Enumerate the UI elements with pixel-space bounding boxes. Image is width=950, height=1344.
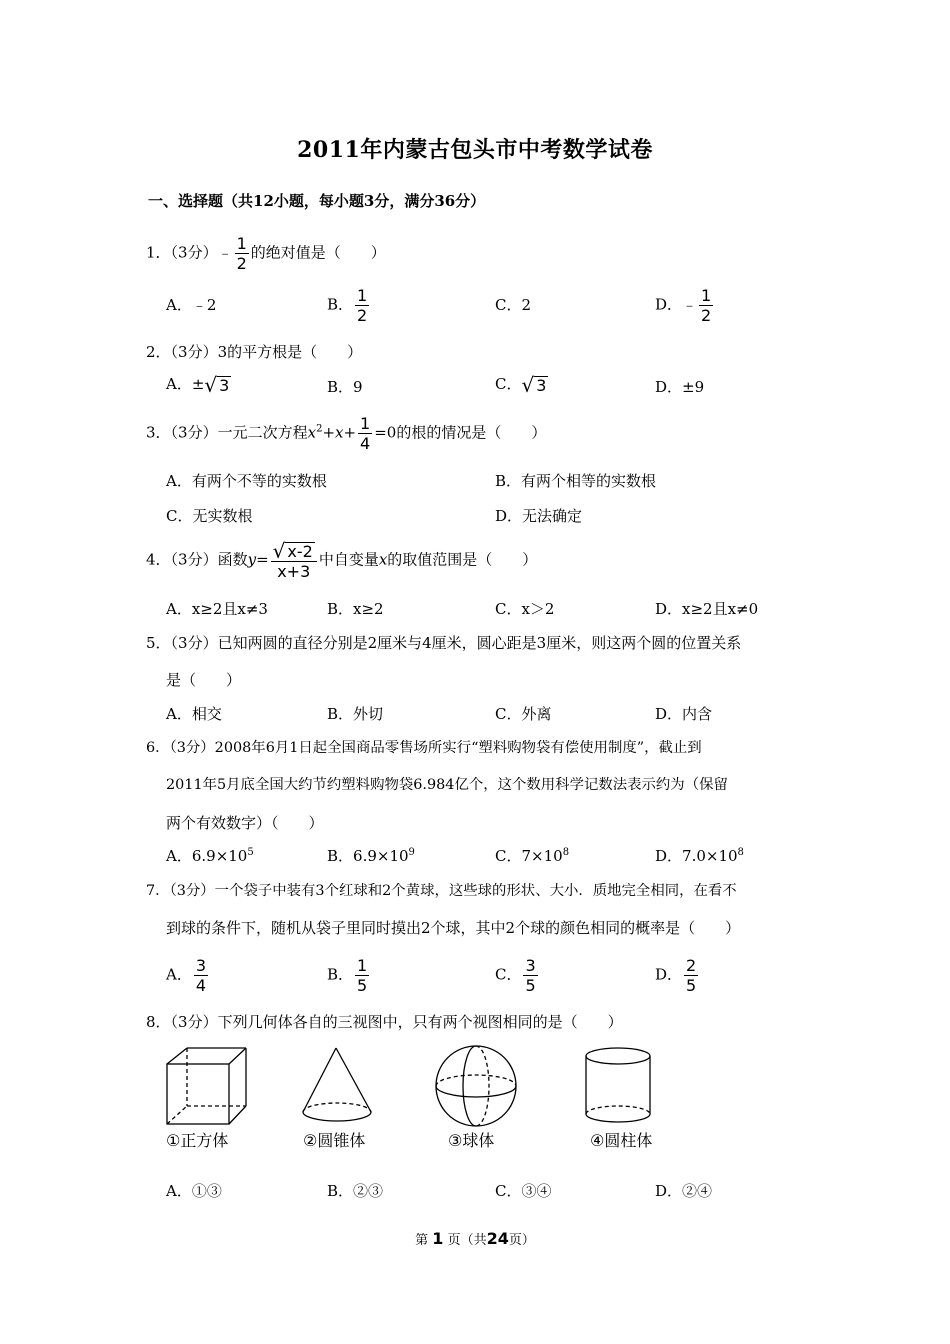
question-2: 2．（3分）3的平方根是（ ） xyxy=(146,343,363,361)
figure-label-cube: ①正方体 xyxy=(166,1131,229,1150)
q4-suffix-a: 中自变量 xyxy=(318,550,379,569)
q1-d-den: 2 xyxy=(701,306,712,325)
q8-option-b: B．②③ xyxy=(327,1182,384,1200)
q1-d-num: 1 xyxy=(701,286,712,305)
page-title: 2011年内蒙古包头市中考数学试卷 xyxy=(297,137,653,163)
sphere-figure xyxy=(430,1044,522,1130)
q4-option-b: B．x≥2 xyxy=(327,600,384,618)
q1-b-label: B． xyxy=(327,295,354,314)
question-1 xyxy=(146,234,386,273)
q4-option-c: C．x＞2 xyxy=(495,600,555,618)
footer-pre: 第 xyxy=(415,1233,429,1248)
q1-option-c: C．2 xyxy=(495,296,532,314)
q7-c-num: 3 xyxy=(525,956,536,975)
q7-a-fraction xyxy=(194,956,208,995)
q7-d-den: 5 xyxy=(686,976,697,995)
q4-var: x xyxy=(378,550,388,569)
q6-option-d xyxy=(655,846,744,866)
q1-option-d xyxy=(655,286,715,325)
q3-plus-x: +x+ xyxy=(322,423,357,442)
q7-b-den: 5 xyxy=(357,976,368,995)
q6-a-base: A．6.9×10 xyxy=(166,847,248,865)
q6-b-base: B．6.9×10 xyxy=(327,847,409,865)
question-5-line-2: 是（ ） xyxy=(166,671,242,689)
q5-option-c: C．外离 xyxy=(495,705,552,723)
q2-c-label: C． xyxy=(495,375,522,393)
cube-figure xyxy=(160,1044,255,1130)
q6-d-base: D．7.0×10 xyxy=(655,847,738,865)
q3-option-d: D．无法确定 xyxy=(495,507,583,525)
q7-d-num: 2 xyxy=(686,956,697,975)
radical-icon: √ xyxy=(521,373,535,397)
question-3 xyxy=(146,414,546,453)
cone-figure xyxy=(298,1044,380,1130)
q1-den: 2 xyxy=(236,254,247,273)
q7-option-d xyxy=(655,956,700,995)
q6-d-exp: 8 xyxy=(737,847,744,858)
q1-b-fraction xyxy=(355,286,369,325)
q3-option-a: A．有两个不等的实数根 xyxy=(166,472,327,490)
q7-option-a xyxy=(166,956,210,995)
figure-label-cone: ②圆锥体 xyxy=(303,1131,366,1150)
q3-suffix: =0的根的情况是（ ） xyxy=(374,423,547,442)
q6-b-exp: 9 xyxy=(408,847,415,858)
q2-option-a xyxy=(166,374,231,395)
section-title: 一、选择题（共12小题，每小题3分，满分36分） xyxy=(148,192,486,210)
q7-a-label: A． xyxy=(166,965,192,984)
question-8: 8．（3分）下列几何体各自的三视图中，只有两个视图相同的是（ ） xyxy=(146,1013,623,1031)
q1-b-num: 1 xyxy=(357,286,368,305)
q7-option-c xyxy=(495,956,540,995)
q3-den: 4 xyxy=(360,434,371,453)
q1-prefix: 1．（3分） xyxy=(146,243,218,262)
q1-suffix: 的绝对值是（ ） xyxy=(250,243,386,262)
q4-option-a: A．x≥2且x≠3 xyxy=(166,600,268,618)
q7-option-b xyxy=(327,956,371,995)
q3-fraction xyxy=(358,414,372,453)
q3-var: x xyxy=(307,423,317,442)
q1-b-den: 2 xyxy=(357,306,368,325)
q1-option-b xyxy=(327,286,371,325)
q3-option-b: B．有两个相等的实数根 xyxy=(495,472,657,490)
q2-a-radicand: 3 xyxy=(219,376,230,395)
q2-c-sqrt xyxy=(521,375,548,395)
question-6-line-2: 2011年5月底全国大约节约塑料购物袋6.984亿个，这个数用科学记数法表示约为（保留 xyxy=(166,777,728,793)
page-number: 1 xyxy=(432,1229,444,1248)
q4-fraction xyxy=(271,540,317,581)
q7-c-fraction xyxy=(523,956,537,995)
q1-d-neg: ﹣ xyxy=(682,295,698,314)
q2-option-b: B．9 xyxy=(327,378,363,396)
question-7-line-2: 到球的条件下，随机从袋子里同时摸出2个球，其中2个球的颜色相同的概率是（ ） xyxy=(166,919,741,937)
q4-radicand: x-2 xyxy=(287,541,313,561)
radical-icon: √ xyxy=(272,538,286,563)
q4-sqrt xyxy=(272,538,315,563)
page-footer xyxy=(0,1229,950,1248)
q6-option-a xyxy=(166,846,254,866)
q7-b-fraction xyxy=(355,956,369,995)
q6-c-base: C．7×10 xyxy=(495,847,563,865)
q3-exp: 2 xyxy=(316,423,323,435)
q2-option-c xyxy=(495,374,548,395)
q5-option-d: D．内含 xyxy=(655,705,713,723)
q1-fraction xyxy=(235,234,249,273)
q8-option-a: A．①③ xyxy=(166,1182,222,1200)
q6-a-exp: 5 xyxy=(247,847,254,858)
q2-a-label: A．± xyxy=(166,375,205,393)
q4-num xyxy=(271,540,317,562)
q7-c-den: 5 xyxy=(525,976,536,995)
radical-icon: √ xyxy=(204,373,218,397)
figure-label-sphere: ③球体 xyxy=(448,1131,495,1150)
question-6-line-1: 6．（3分）2008年6月1日起全国商品零售场所实行“塑料购物袋有偿使用制度”，截止到 xyxy=(146,740,702,756)
q3-option-c: C．无实数根 xyxy=(166,507,253,525)
q4-suffix-b: 的取值范围是（ ） xyxy=(387,550,538,569)
q4-prefix: 4．（3分）函数 xyxy=(146,550,248,569)
q1-neg: ﹣ xyxy=(217,243,233,262)
figure-label-cylinder: ④圆柱体 xyxy=(590,1131,653,1150)
q7-d-fraction xyxy=(684,956,698,995)
q6-c-exp: 8 xyxy=(562,847,570,858)
q2-option-d: D．±9 xyxy=(655,378,705,396)
q7-b-label: B． xyxy=(327,965,354,984)
question-4 xyxy=(146,540,537,581)
total-pages: 24 xyxy=(486,1229,509,1248)
q7-a-den: 4 xyxy=(195,976,207,995)
q8-option-d: D．②④ xyxy=(655,1182,713,1200)
q3-num: 1 xyxy=(360,414,371,433)
q7-b-num: 1 xyxy=(357,956,368,975)
cylinder-figure xyxy=(580,1044,660,1130)
q6-option-b xyxy=(327,846,415,866)
question-7-line-1: 7．（3分）一个袋子中装有3个红球和2个黄球，这些球的形状、大小．质地完全相同，在看不 xyxy=(146,883,737,899)
q1-d-label: D． xyxy=(655,295,683,314)
q1-d-fraction xyxy=(699,286,713,325)
q6-option-c xyxy=(495,846,569,866)
question-6-line-3: 两个有效数字）（ ） xyxy=(166,814,324,832)
q4-y: y= xyxy=(247,550,269,569)
q1-option-a: A．﹣2 xyxy=(166,296,217,314)
q2-a-sqrt xyxy=(204,375,231,395)
q1-num: 1 xyxy=(236,234,247,253)
q5-option-a: A．相交 xyxy=(166,705,222,723)
q7-d-label: D． xyxy=(655,965,683,984)
q8-option-c: C．③④ xyxy=(495,1182,552,1200)
q4-den: x+3 xyxy=(277,561,311,581)
question-5-line-1: 5．（3分）已知两圆的直径分别是2厘米与4厘米，圆心距是3厘米，则这两个圆的位置关系 xyxy=(146,634,742,652)
q7-a-num: 3 xyxy=(195,956,207,975)
q2-c-radicand: 3 xyxy=(536,376,547,395)
q7-c-label: C． xyxy=(495,965,522,984)
q3-prefix: 3．（3分）一元二次方程 xyxy=(146,423,308,442)
q5-option-b: B．外切 xyxy=(327,705,384,723)
footer-post: 页） xyxy=(508,1233,535,1248)
q4-option-d: D．x≥2且x≠0 xyxy=(655,600,759,618)
footer-mid: 页（共 xyxy=(447,1233,487,1248)
